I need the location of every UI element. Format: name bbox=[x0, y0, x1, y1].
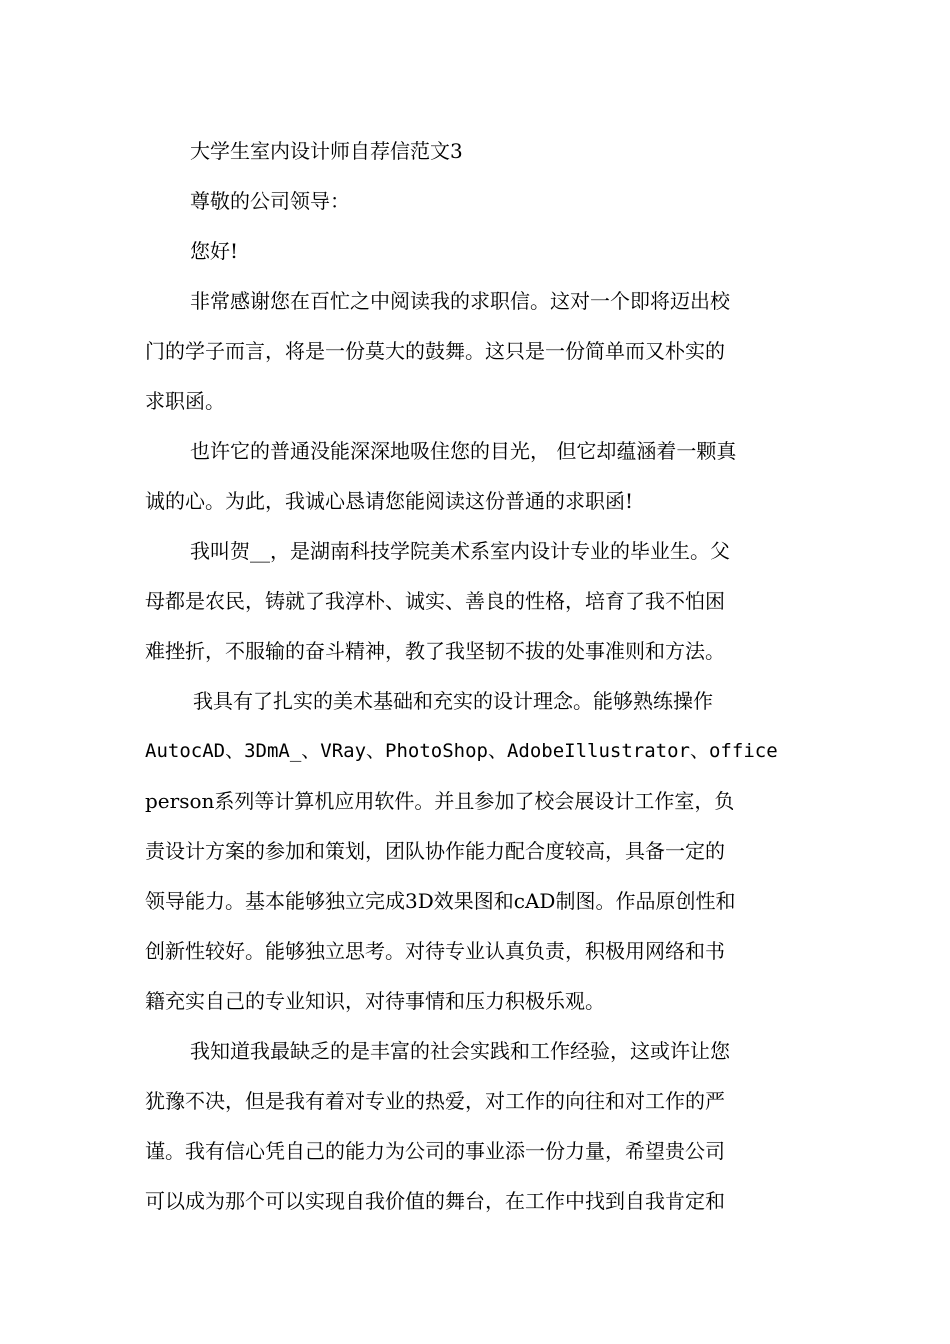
paragraph-line: 诚的心。为此，我诚心恳请您能阅读这份普通的求职函! bbox=[145, 489, 634, 513]
salutation: 尊敬的公司领导： bbox=[190, 189, 350, 213]
paragraph-line: 母都是农民，铸就了我淳朴、诚实、善良的性格，培育了我不怕困 bbox=[145, 589, 725, 613]
paragraph-line: 难挫折，不服输的奋斗精神，教了我坚韧不拔的处事准则和方法。 bbox=[145, 639, 725, 663]
paragraph-line: 我具有了扎实的美术基础和充实的设计理念。能够熟练操作 bbox=[193, 689, 713, 713]
paragraph-line: AutocAD、3DmA_、VRay、PhotoShop、AdobeIllustrator、office bbox=[145, 740, 778, 762]
paragraph-line: 犹豫不决，但是我有着对专业的热爱，对工作的向往和对工作的严 bbox=[145, 1089, 725, 1113]
paragraph-line: 可以成为那个可以实现自我价值的舞台，在工作中找到自我肯定和 bbox=[145, 1189, 725, 1213]
paragraph-line: 门的学子而言，将是一份莫大的鼓舞。这只是一份简单而又朴实的 bbox=[145, 339, 725, 363]
document-title: 大学生室内设计师自荐信范文3 bbox=[190, 139, 463, 163]
greeting: 您好! bbox=[190, 239, 239, 263]
paragraph-line: 非常感谢您在百忙之中阅读我的求职信。这对一个即将迈出校 bbox=[190, 289, 730, 313]
paragraph-line: 我叫贺__，是湖南科技学院美术系室内设计专业的毕业生。父 bbox=[190, 539, 730, 563]
paragraph-line: 我知道我最缺乏的是丰富的社会实践和工作经验，这或许让您 bbox=[190, 1039, 730, 1063]
paragraph-line: 责设计方案的参加和策划，团队协作能力配合度较高，具备一定的 bbox=[145, 839, 725, 863]
paragraph-line: 籍充实自己的专业知识，对待事情和压力积极乐观。 bbox=[145, 989, 605, 1013]
paragraph-line: 谨。我有信心凭自己的能力为公司的事业添一份力量，希望贵公司 bbox=[145, 1139, 725, 1163]
paragraph-line: 也许它的普通没能深深地吸住您的目光， 但它却蕴涵着一颗真 bbox=[190, 439, 737, 463]
paragraph-line: 创新性较好。能够独立思考。对待专业认真负责，积极用网络和书 bbox=[145, 939, 725, 963]
paragraph-line: 领导能力。基本能够独立完成3D效果图和cAD制图。作品原创性和 bbox=[145, 889, 736, 913]
paragraph-line: person系列等计算机应用软件。并且参加了校会展设计工作室，负 bbox=[145, 789, 735, 813]
paragraph-line: 求职函。 bbox=[145, 389, 225, 413]
